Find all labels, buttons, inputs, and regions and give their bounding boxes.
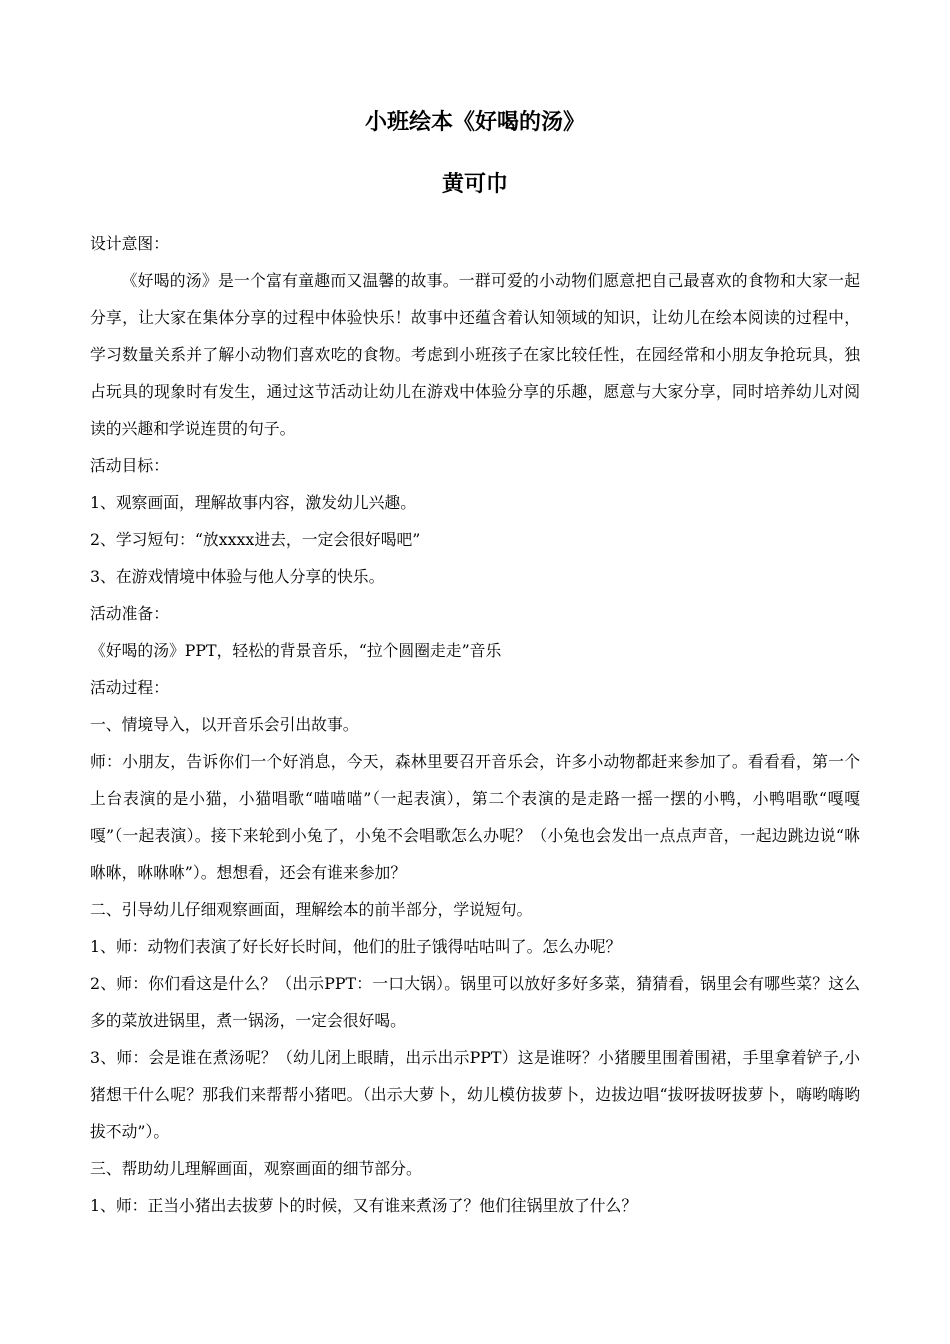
document-body [90, 225, 860, 1224]
document-title: 小班绘本《好喝的汤》 [364, 110, 585, 135]
goal-item-2: 2、学习短句：“放xxxx进去，一定会很好喝吧” [90, 530, 421, 549]
process-step-2-item-1: 1、师：动物们表演了好长好长时间，他们的肚子饿得咕咕叫了。怎么办呢？ [90, 937, 622, 956]
section-heading-process: 活动过程： [90, 678, 169, 697]
process-step-2-heading: 二、引导幼儿仔细观察画面，理解绘本的前半部分，学说短句。 [90, 900, 533, 919]
process-step-2-item-3: 3、师：会是谁在煮汤呢？（幼儿闭上眼睛，出示出示PPT）这是谁呀？小猪腰里围着围裙，手里拿着铲子,小猪想干什么呢？那我们来帮帮小猪吧。（出示大萝卜，幼儿模仿拔萝卜，边拔边唱“拔呀拔呀拔萝卜，嗨哟嗨哟拔不动”）。 [90, 1048, 860, 1141]
process-step-1-heading: 一、情境导入，以开音乐会引出故事。 [90, 715, 359, 734]
section-heading-goals: 活动目标： [90, 456, 169, 475]
section-heading-design-intent: 设计意图： [90, 234, 169, 253]
paragraph-design-intent: 《好喝的汤》是一个富有童趣而又温馨的故事。一群可爱的小动物们愿意把自己最喜欢的食物和大家一起分享，让大家在集体分享的过程中体验快乐！故事中还蕴含着认知领域的知识，让幼儿在绘本阅读的过程中，学习数量关系并了解小动物们喜欢吃的食物。考虑到小班孩子在家比较任性，在园经常和小朋友争抢玩具，独占玩具的现象时有发生，通过这节活动让幼儿在游戏中体验分享的乐趣，愿意与大家分享，同时培养幼儿对阅读的兴趣和学说连贯的句子。 [90, 271, 860, 438]
goal-item-3: 3、在游戏情境中体验与他人分享的快乐。 [90, 567, 385, 586]
goal-item-1: 1、观察画面，理解故事内容，激发幼儿兴趣。 [90, 493, 416, 512]
process-step-2-item-2: 2、师：你们看这是什么？（出示PPT：一口大锅）。锅里可以放好多好多菜，猜猜看，锅里会有哪些菜？这么多的菜放进锅里，煮一锅汤，一定会很好喝。 [90, 974, 860, 1030]
process-step-3-heading: 三、帮助幼儿理解画面，观察画面的细节部分。 [90, 1159, 422, 1178]
document-author: 黄可巾 [441, 172, 508, 197]
section-heading-preparation: 活动准备： [90, 604, 169, 623]
process-step-3-item-1: 1、师：正当小猪出去拔萝卜的时候，又有谁来煮汤了？他们往锅里放了什么？ [90, 1196, 638, 1215]
preparation-text: 《好喝的汤》PPT，轻松的背景音乐，“拉个圆圈走走”音乐 [90, 641, 502, 660]
process-step-1-text: 师：小朋友，告诉你们一个好消息，今天，森林里要召开音乐会，许多小动物都赶来参加了。看看看，第一个上台表演的是小猫，小猫唱歌“喵喵喵”（一起表演），第二个表演的是走路一摇一摆的小鸭，小鸭唱歌“嘎嘎嘎”（一起表演）。接下来轮到小兔了，小兔不会唱歌怎么办呢？（小兔也会发出一点点声音，一起边跳边说“咻咻咻，咻咻咻”）。想想看，还会有谁来参加？ [90, 752, 860, 882]
